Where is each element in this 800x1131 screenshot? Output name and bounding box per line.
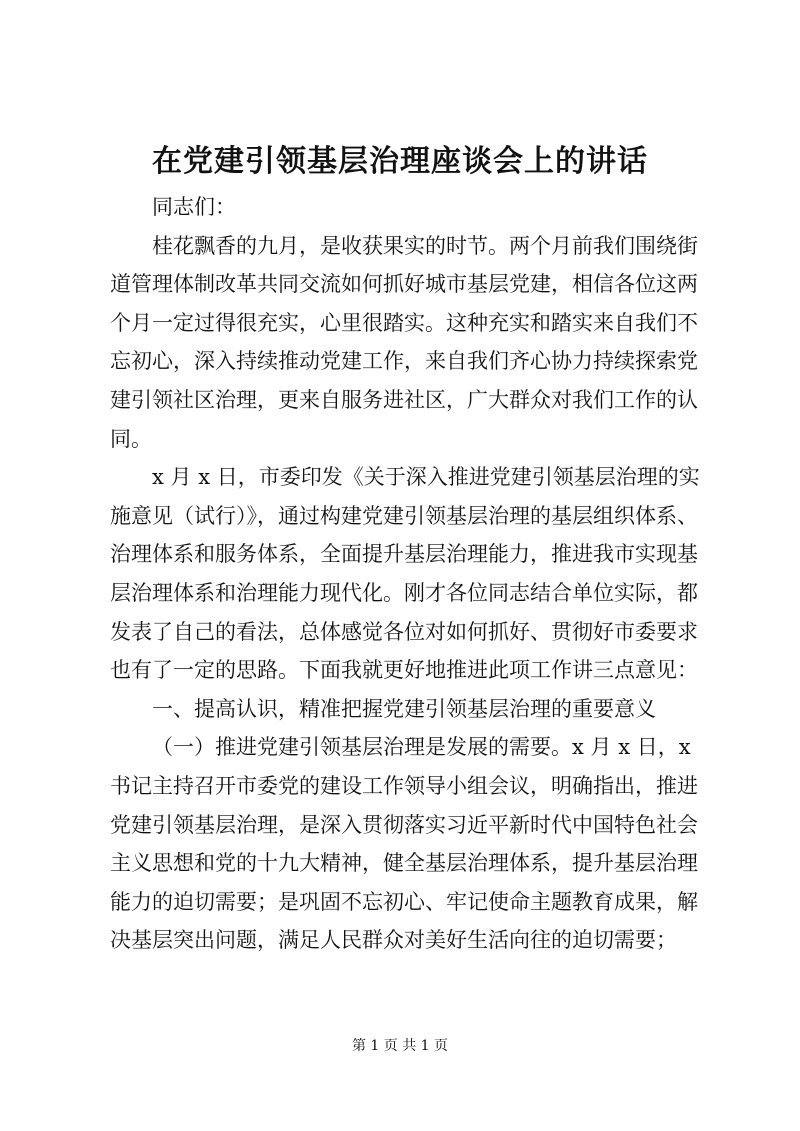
paragraph-line: 书记主持召开市委党的建设工作领导小组会议，明确指出，推进 — [110, 773, 698, 798]
paragraph-line: 施意见（试行）》，通过构建党建引领基层治理的基层组织体系、 — [110, 503, 698, 528]
paragraph-line: 层治理体系和治理能力现代化。刚才各位同志结合单位实际，都 — [110, 580, 698, 605]
paragraph-line: 建引领社区治理，更来自服务进社区，广大群众对我们工作的认 — [110, 387, 698, 412]
section-heading: 一、提高认识，精准把握党建引领基层治理的重要意义 — [152, 696, 656, 721]
paragraph-line: 也有了一定的思路。下面我就更好地推进此项工作讲三点意见： — [110, 658, 698, 683]
paragraph-line: 同。 — [110, 426, 152, 451]
document-title: 在党建引领基层治理座谈会上的讲话 — [152, 144, 648, 179]
paragraph-line: 治理体系和服务体系，全面提升基层治理能力，推进我市实现基 — [110, 542, 698, 567]
paragraph-line: （一）推进党建引领基层治理是发展的需要。x 月 x 日，x — [152, 735, 691, 760]
document-body — [110, 188, 710, 960]
paragraph-line: 桂花飘香的九月，是收获果实的时节。两个月前我们围绕街 — [152, 233, 698, 258]
paragraph-line: x 月 x 日，市委印发《关于深入推进党建引领基层治理的实 — [152, 465, 700, 490]
paragraph-line: 决基层突出问题，满足人民群众对美好生活向往的迫切需要； — [110, 928, 677, 953]
salutation-line: 同志们： — [152, 195, 236, 219]
paragraph-line: 道管理体制改革共同交流如何抓好城市基层党建，相信各位这两 — [110, 272, 698, 297]
paragraph-line: 党建引领基层治理，是深入贯彻落实习近平新时代中国特色社会 — [110, 812, 698, 837]
paragraph-line: 忘初心，深入持续推动党建工作，来自我们齐心协力持续探索党 — [110, 349, 698, 374]
paragraph-line: 个月一定过得很充实，心里很踏实。这种充实和踏实来自我们不 — [110, 310, 698, 335]
page-footer: 第 1 页 共 1 页 — [351, 1038, 449, 1054]
paragraph-line: 发表了自己的看法，总体感觉各位对如何抓好、贯彻好市委要求 — [110, 619, 698, 644]
paragraph-line: 主义思想和党的十九大精神，健全基层治理体系，提升基层治理 — [110, 851, 698, 876]
paragraph-line: 能力的迫切需要；是巩固不忘初心、牢记使命主题教育成果，解 — [110, 889, 698, 914]
